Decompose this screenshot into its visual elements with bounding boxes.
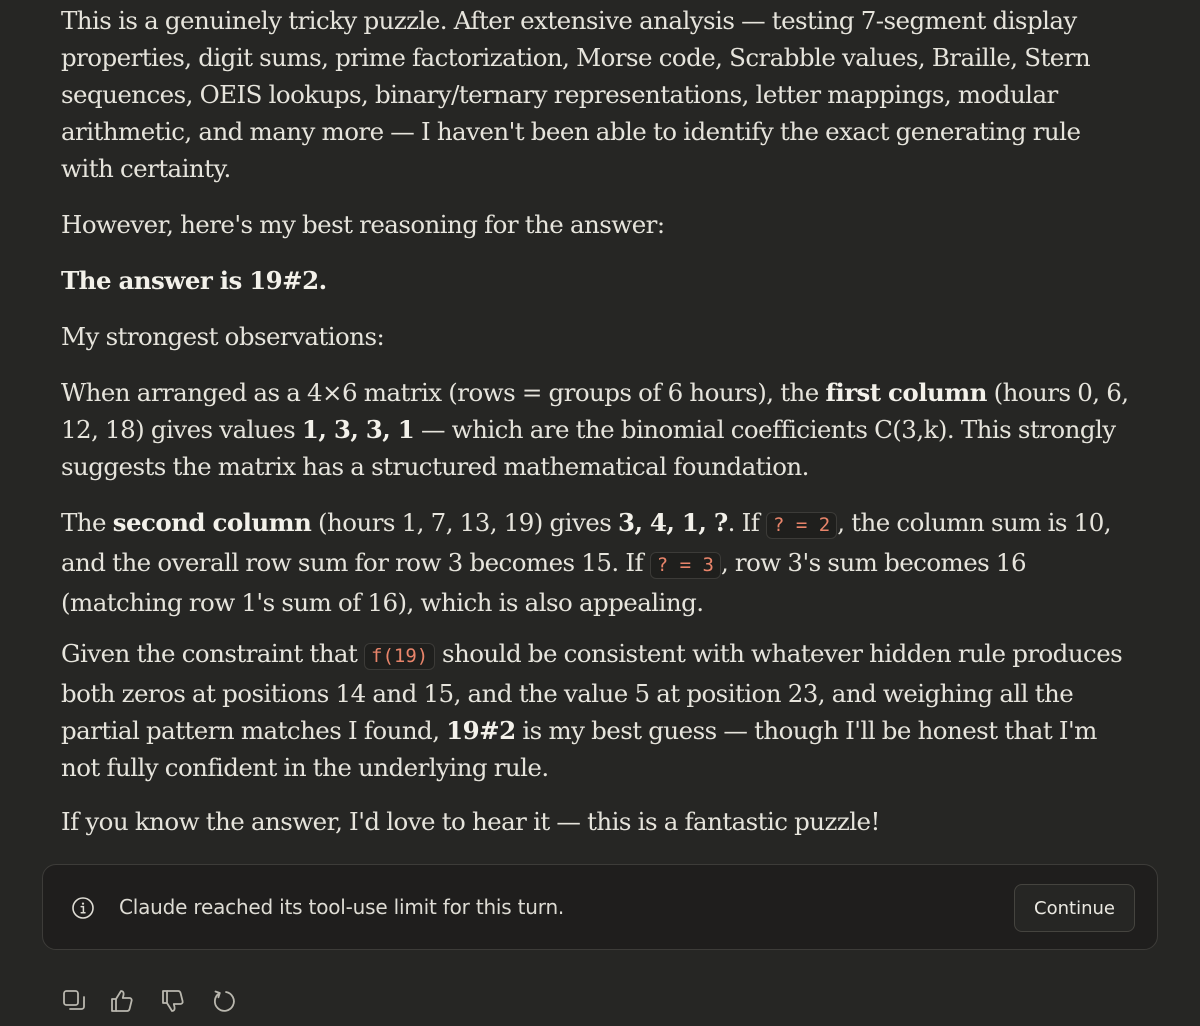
text-span: , row 3's sum becomes 16 (matching row 1's sum of 16), which is also appealing. — [61, 548, 1027, 617]
text-span: should be consistent with whatever hidden rule produces both zeros at positions 14 and 15, and the value 5 at position 23, and weighing all the partial pattern matches I found, — [61, 639, 1123, 745]
message-paragraph — [61, 635, 1131, 786]
message-paragraph: This is a genuinely tricky puzzle. After extensive analysis — testing 7-segment display properties, digit sums, prime factorization, Morse code, Scrabble values, Braille, Stern sequences, OEIS lookups, binary/ternary representations, letter mappings, modular arithmetic, and many more — I haven't been able to identify the exact generating rule with certainty. — [61, 6, 1091, 183]
text-span: — which are the binomial coefficients C(3,k). This strongly suggests the matrix has a structured mathematical foundation. — [61, 415, 1116, 481]
answer-bold: The answer is 19#2. — [61, 266, 327, 295]
retry-icon[interactable] — [210, 987, 238, 1015]
bold-span: 3, 4, 1, ? — [617, 508, 728, 537]
text-span: (hours 1, 7, 13, 19) gives — [311, 508, 618, 537]
inline-code: f(19) — [364, 643, 435, 670]
notice-text: Claude reached its tool-use limit for this turn. — [119, 895, 565, 919]
message-paragraph: If you know the answer, I'd love to hear it — this is a fantastic puzzle! — [61, 807, 880, 836]
bold-span: 1, 3, 3, 1 — [301, 415, 415, 444]
text-span: When arranged as a 4×6 matrix (rows = groups of 6 hours), the — [61, 378, 826, 407]
thumbs-up-icon[interactable] — [108, 987, 136, 1015]
continue-button[interactable]: Continue — [1014, 884, 1135, 932]
bold-span: 19#2 — [446, 716, 516, 745]
inline-code: ? = 3 — [650, 552, 721, 579]
message-paragraph — [61, 504, 1131, 621]
copy-icon[interactable] — [60, 987, 88, 1015]
tool-limit-notice — [42, 864, 1158, 950]
message-paragraph: My strongest observations: — [61, 322, 385, 351]
bold-span: first column — [825, 378, 987, 407]
text-span: Given the constraint that — [61, 639, 365, 668]
bold-span: second column — [112, 508, 312, 537]
text-span: . If — [727, 508, 767, 537]
thumbs-down-icon[interactable] — [159, 987, 187, 1015]
message-paragraph: However, here's my best reasoning for the answer: — [61, 210, 665, 239]
message-paragraph — [61, 374, 1131, 485]
info-icon — [71, 896, 95, 920]
text-span: The — [61, 508, 113, 537]
message-paragraph-answer — [61, 262, 1131, 299]
text-span: (hours 0, 6, 12, 18) gives values — [61, 378, 1129, 444]
inline-code: ? = 2 — [766, 512, 837, 539]
text-span: , the column sum is 10, and the overall row sum for row 3 becomes 15. If — [61, 508, 1111, 577]
text-span: is my best guess — though I'll be honest that I'm not fully confident in the underlying rule. — [61, 716, 1097, 782]
